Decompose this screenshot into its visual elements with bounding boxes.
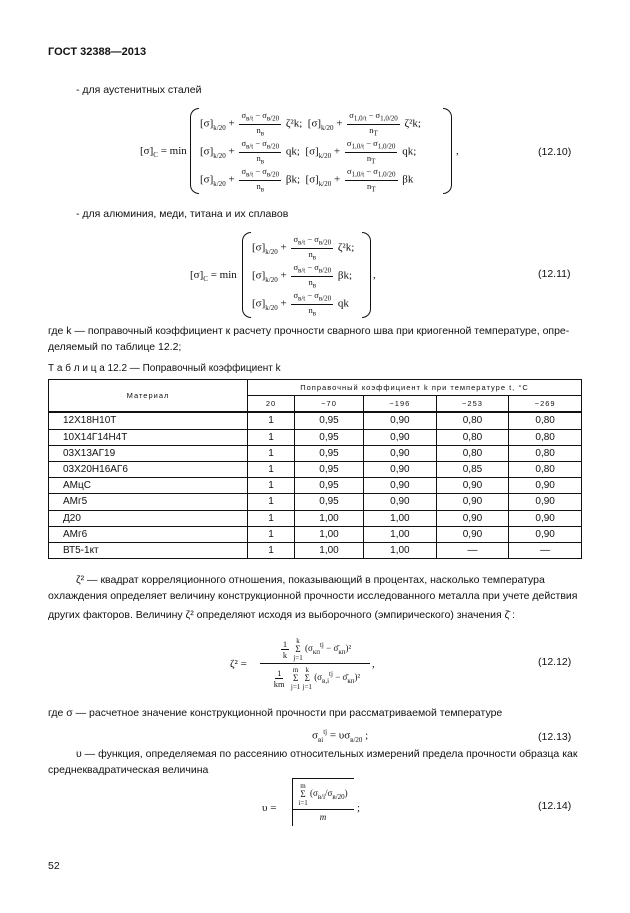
value-cell: 1	[248, 510, 295, 526]
value-cell: 0,90	[364, 478, 437, 494]
value-cell: 1	[248, 494, 295, 510]
value-cell: —	[436, 542, 509, 558]
table-caption: Т а б л и ц а 12.2 — Поправочный коэффициент k	[48, 363, 281, 374]
value-cell: 0,90	[509, 526, 582, 542]
para-upsilon-line1: υ — функция, определяемая по рассеянию относительных измерений предела прочности образца как	[76, 748, 578, 760]
value-cell: 0,80	[436, 412, 509, 429]
material-cell: Д20	[49, 510, 248, 526]
table-row	[49, 478, 582, 494]
value-cell: 0,90	[364, 494, 437, 510]
formula-12-14: υ = m Σ i=1 $(\sigma_{в/i}/\sigma_{в/20})$ m ;	[262, 778, 362, 828]
temp-header: −253	[436, 396, 509, 413]
para-where-sigma: где σ — расчетное значение конструкционной прочности при рассматриваемой температуре	[48, 707, 503, 719]
value-cell: 0,95	[294, 478, 363, 494]
table-row	[49, 412, 582, 429]
value-cell: 0,80	[436, 429, 509, 445]
temp-header: −70	[294, 396, 363, 413]
value-cell: 0,90	[436, 526, 509, 542]
para-k-definition-line2: деляемый по таблице 12.2;	[48, 341, 182, 353]
value-cell: —	[509, 542, 582, 558]
value-cell: 1	[248, 526, 295, 542]
value-cell: 1	[248, 412, 295, 429]
value-cell: 0,90	[436, 494, 509, 510]
value-cell: 1,00	[294, 510, 363, 526]
value-cell: 1,00	[294, 526, 363, 542]
value-cell: 1	[248, 461, 295, 477]
material-cell: 03Х13АГ19	[49, 445, 248, 461]
correction-coefficient-table	[48, 379, 582, 559]
value-cell: 0,80	[509, 445, 582, 461]
para-zeta-line2: охлаждения определяет величину конструкционной прочности исследованного металла при учете действия	[48, 590, 578, 602]
material-cell: ВТ5-1кт	[49, 542, 248, 558]
value-cell: 0,90	[364, 412, 437, 429]
value-cell: 0,85	[436, 461, 509, 477]
eq-number-12-12: (12.12)	[538, 656, 572, 668]
document-header: ГОСТ 32388—2013	[48, 46, 147, 58]
formula-12-11: $[\sigma]_C = \min$ $[\sigma]_{k/20}$ + $\frac{\sigma_{в/t} - \sigma_{в/20}}{n_в}$ ζ²k; $[\sigma]_{k/20}$ + $\frac{\sigma_{в/t} - \sigma_{в/20}}{n_в}$ βk; $[\sigma]_{k/20}$ + $\frac{\sigma_{в/t} - \sigma_{в/20}}{n_в}$ qk ,	[190, 234, 376, 318]
para-upsilon-line2: среднеквадратическая величина	[48, 764, 209, 776]
value-cell: 0,90	[509, 510, 582, 526]
table-row	[49, 510, 582, 526]
value-cell: 1,00	[364, 526, 437, 542]
temp-header: −269	[509, 396, 582, 413]
table-row	[49, 445, 582, 461]
eq-number-12-11: (12.11)	[538, 268, 571, 280]
value-cell: 0,95	[294, 445, 363, 461]
value-cell: 1,00	[364, 510, 437, 526]
material-cell: 03Х20Н16АГ6	[49, 461, 248, 477]
eq-number-12-10: (12.10)	[538, 146, 572, 158]
para-zeta-line1: ζ² — квадрат корреляционного отношения, показывающий в процентах, насколько температура	[76, 574, 545, 586]
value-cell: 0,80	[509, 412, 582, 429]
value-cell: 0,90	[364, 445, 437, 461]
table-row	[49, 542, 582, 558]
material-cell: АМг5	[49, 494, 248, 510]
table-row	[49, 429, 582, 445]
value-cell: 0,80	[509, 461, 582, 477]
value-cell: 1,00	[294, 542, 363, 558]
material-cell: 12Х18Н10Т	[49, 412, 248, 429]
formula-12-13: $\sigma_{вi}^{tj} = \upsilon\sigma_{в/20}$ ;	[312, 728, 369, 744]
value-cell: 0,95	[294, 494, 363, 510]
table-row	[49, 526, 582, 542]
value-cell: 0,95	[294, 461, 363, 477]
value-cell: 0,80	[436, 445, 509, 461]
value-cell: 0,90	[509, 494, 582, 510]
eq-number-12-13: (12.13)	[538, 731, 572, 743]
para-austenitic: - для аустенитных сталей	[76, 84, 202, 96]
value-cell: 1	[248, 429, 295, 445]
material-cell: АМцС	[49, 478, 248, 494]
formula-12-10: $[\sigma]_C = \min$ $[\sigma]_{k/20}$ + $\frac{\sigma_{в/t} - \sigma_{в/20}}{n_в}$ ζ²k; $[\sigma]_{k/20}$ + $\frac{\sigma_{1,0/t} - \sigma_{1,0/20}}{n_T}$ ζ²k; $[\sigma]_{k/20}$ + $\frac{\sigma_{в/t} - \sigma_{в/20}}{n_в}$ qk; $[\sigma]_{k/20}$ + $\frac{\sigma_{1,0/t} - \sigma_{1,0/20}}{n_T}$ qk; $[\sigma]_{k/20}$ + $\frac{\sigma_{в/t} - \sigma_{в/20}}{n_в}$ βk; $[\sigma]_{k/20}$ + $\frac{\sigma_{1,0/t} - \sigma_{1,0/20}}{n_T}$ βk ,	[140, 110, 459, 194]
value-cell: 0,90	[364, 429, 437, 445]
temp-header: −196	[364, 396, 437, 413]
value-cell: 1	[248, 542, 295, 558]
material-cell: 10Х14Г14Н4Т	[49, 429, 248, 445]
value-cell: 1	[248, 445, 295, 461]
value-cell: 0,90	[436, 478, 509, 494]
temp-header: 20	[248, 396, 295, 413]
value-cell: 0,90	[364, 461, 437, 477]
value-cell: 1,00	[364, 542, 437, 558]
para-zeta-line3: других факторов. Величину ζ² определяют исходя из выборочного (эмпирического) значения ζ̄ :	[48, 609, 516, 621]
table-row	[49, 494, 582, 510]
value-cell: 0,90	[509, 478, 582, 494]
value-cell: 0,95	[294, 412, 363, 429]
material-cell: АМг6	[49, 526, 248, 542]
table-row	[49, 461, 582, 477]
col-material: Материал	[49, 380, 248, 413]
value-cell: 0,80	[509, 429, 582, 445]
value-cell: 1	[248, 478, 295, 494]
value-cell: 0,95	[294, 429, 363, 445]
value-cell: 0,90	[436, 510, 509, 526]
eq-number-12-14: (12.14)	[538, 800, 572, 812]
para-k-definition-line1: где k — поправочный коэффициент к расчету прочности сварного шва при криогенной температуре, опре-	[48, 325, 570, 337]
col-coefficient-group: Поправочный коэффициент k при температуре t, °С	[248, 380, 582, 396]
page-number: 52	[48, 860, 60, 872]
para-aluminium: - для алюминия, меди, титана и их сплавов	[76, 208, 289, 220]
formula-12-12: ζ² = $\frac{1}{k}$ k Σ j=1 ($\sigma_{кп}^{tj}$ − $\sigmā_{кп})^2$ $\frac{1}{km}$ m Σ j=1 k Σ j=1 ($\sigma_{в,i}^{tj}$ − $\sigmā_{кп})^2$ ,	[230, 637, 375, 691]
